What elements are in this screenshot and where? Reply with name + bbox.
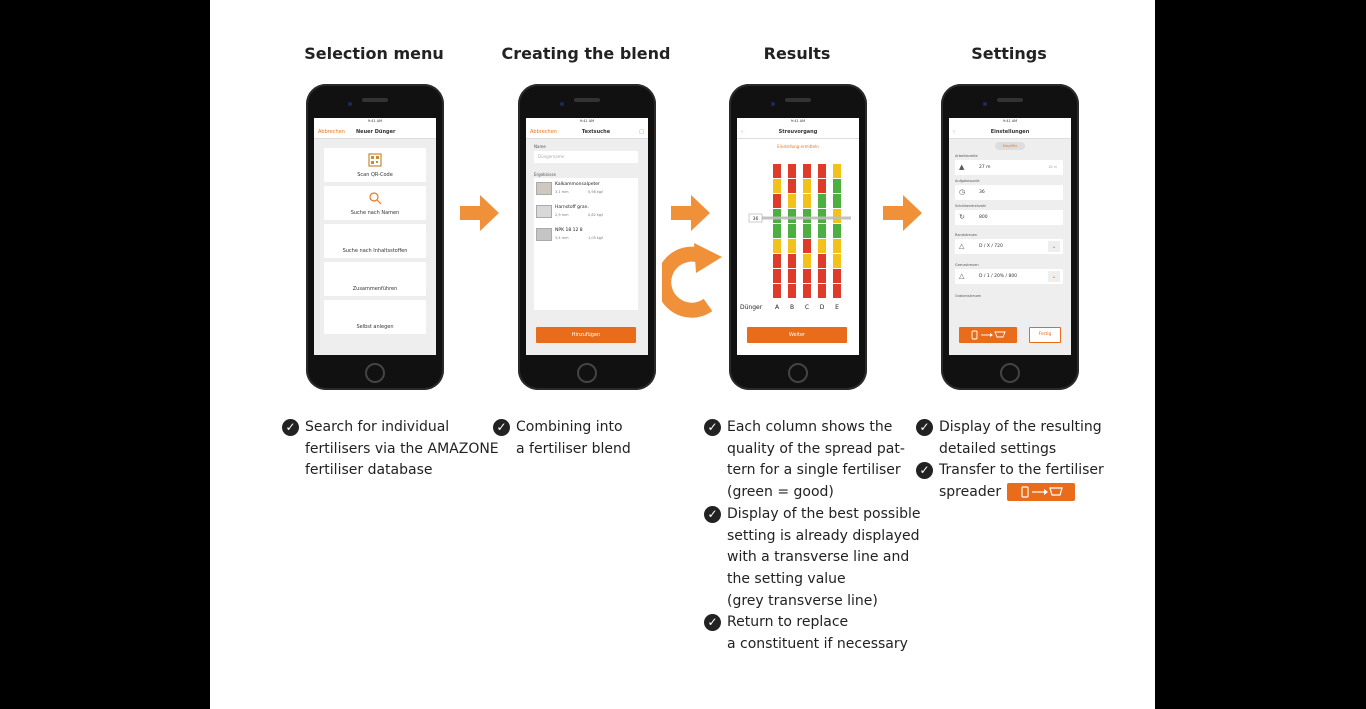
- quality-segment: [818, 209, 826, 223]
- qr-code-icon: [368, 153, 382, 167]
- quality-segment: [788, 209, 796, 223]
- fertiliser-thumbnail: [536, 228, 552, 241]
- bullets-settings: [916, 417, 1104, 504]
- bullet-text: Display of the best possible setting is already displayed with a transverse line and the setting value (grey transverse line): [727, 505, 921, 609]
- quality-segment: [833, 284, 841, 298]
- cancel-link[interactable]: Abbrechen: [318, 128, 345, 135]
- screen-title: Streuvorgang: [778, 128, 818, 135]
- create-own-button[interactable]: [324, 300, 426, 334]
- phone-speaker: [574, 98, 600, 102]
- return-arrow-icon: [662, 243, 728, 321]
- results-list: [534, 178, 638, 310]
- transverse-line[interactable]: [759, 217, 851, 220]
- list-item[interactable]: [536, 227, 636, 245]
- boundary-spreading-field[interactable]: [955, 269, 1063, 284]
- phone-settings: [941, 84, 1079, 390]
- column-title-blend: Creating the blend: [501, 44, 671, 63]
- phone-camera: [983, 102, 987, 106]
- right-arrow-icon: [671, 193, 711, 233]
- status-bar: 9:41 AM: [314, 118, 436, 125]
- home-button: [1000, 363, 1020, 383]
- quality-segment: [803, 239, 811, 253]
- quality-segment: [833, 164, 841, 178]
- name-input[interactable]: Düngername: [534, 151, 638, 163]
- bullet-item: [493, 417, 631, 460]
- spreader-icon: △: [959, 272, 965, 280]
- bullet-text: Search for individual fertilisers via the AMAZONE fertiliser database: [305, 419, 499, 479]
- quality-segment: [803, 284, 811, 298]
- screen-title: Einstellungen: [990, 128, 1030, 135]
- name-label: Name: [534, 144, 546, 149]
- column-label: C: [804, 304, 810, 311]
- quality-segment: [833, 224, 841, 238]
- easymix-tab[interactable]: EasyMix: [995, 142, 1025, 150]
- checkmark-icon: ✓: [916, 419, 933, 436]
- quality-segment: [818, 239, 826, 253]
- screen-spreading-results: [737, 118, 859, 355]
- quality-segment: [833, 179, 841, 193]
- column-label: E: [835, 304, 839, 311]
- phone-results: [729, 84, 867, 390]
- right-arrow-icon: [460, 193, 500, 233]
- bullet-item: [916, 417, 1104, 460]
- add-button[interactable]: Hinzufügen: [536, 327, 636, 343]
- quality-segment: [773, 269, 781, 283]
- scan-qr-button[interactable]: [324, 148, 426, 182]
- field-label: Randstreuen: [955, 233, 978, 237]
- timer-icon: ◷: [959, 188, 966, 196]
- merge-button[interactable]: [324, 262, 426, 296]
- phone-to-spreader-icon: [968, 329, 1008, 341]
- quality-segment: [818, 164, 826, 178]
- done-button[interactable]: Fertig: [1029, 327, 1061, 343]
- field-label: Grenzstreuen: [955, 263, 979, 267]
- fertiliser-name: NPK 18 12 8: [555, 228, 583, 233]
- bullet-item: [704, 612, 920, 655]
- quality-segment: [788, 254, 796, 268]
- tractor-icon: ▲: [959, 163, 965, 171]
- home-button: [788, 363, 808, 383]
- search-by-name-button[interactable]: [324, 186, 426, 220]
- field-value: 36: [979, 190, 985, 195]
- button-label: Zusammenführen: [352, 286, 398, 292]
- transfer-to-spreader-button[interactable]: [959, 327, 1017, 343]
- bullet-item: [282, 417, 499, 482]
- list-item[interactable]: [536, 181, 636, 199]
- quality-segment: [803, 254, 811, 268]
- quality-segment: [818, 284, 826, 298]
- checkmark-icon: ✓: [704, 614, 721, 631]
- quality-segment: [818, 224, 826, 238]
- bullet-item: [916, 460, 1104, 503]
- fertiliser-density: 1,05 kg/l: [588, 236, 604, 240]
- next-button[interactable]: Weiter: [747, 327, 847, 343]
- quality-segment: [833, 209, 841, 223]
- field-label: Grabenstreuen: [955, 294, 982, 298]
- axis-label: Dünger: [740, 304, 763, 311]
- cancel-link[interactable]: Abbrechen: [530, 128, 557, 135]
- phone-camera: [771, 102, 775, 106]
- quality-segment: [788, 179, 796, 193]
- rotation-icon: ↻: [959, 213, 965, 221]
- fertiliser-size: 2,9 mm: [555, 213, 569, 217]
- checkmark-icon: ✓: [704, 419, 721, 436]
- checkmark-icon: ✓: [704, 506, 721, 523]
- home-button: [365, 363, 385, 383]
- quality-segment: [818, 269, 826, 283]
- quality-segment: [803, 269, 811, 283]
- home-button: [577, 363, 597, 383]
- chevron-down-icon[interactable]: ⌄: [1048, 271, 1060, 282]
- quality-segment: [773, 284, 781, 298]
- quality-segment: [788, 194, 796, 208]
- bullets-selection: [282, 417, 499, 482]
- quality-segment: [833, 269, 841, 283]
- quality-segment: [773, 239, 781, 253]
- setting-subtitle: Einstellung ermitteln: [777, 144, 819, 149]
- phone-to-spreader-icon: [1016, 485, 1066, 499]
- bullets-results: [704, 417, 920, 656]
- figure-canvas: [210, 0, 1155, 709]
- quality-segment: [788, 269, 796, 283]
- bullet-item: [704, 417, 920, 504]
- info-icon[interactable]: □: [639, 128, 644, 135]
- quality-segment: [773, 254, 781, 268]
- phone-speaker: [997, 98, 1023, 102]
- chevron-down-icon[interactable]: ⌄: [1048, 241, 1060, 252]
- column-label: B: [789, 304, 795, 311]
- checkmark-icon: ✓: [493, 419, 510, 436]
- phone-camera: [560, 102, 564, 106]
- quality-segment: [818, 179, 826, 193]
- quality-segment: [803, 224, 811, 238]
- nav-bar: [949, 125, 1071, 139]
- checkmark-icon: ✓: [916, 462, 933, 479]
- quality-segment: [788, 224, 796, 238]
- fertiliser-thumbnail: [536, 182, 552, 195]
- bullet-text: Display of the resulting detailed settings: [939, 419, 1102, 457]
- phone-creating-blend: [518, 84, 656, 390]
- bullet-text: Combining into a fertiliser blend: [516, 419, 631, 457]
- column-label: A: [774, 304, 780, 311]
- screen-title: Textsuche: [581, 128, 611, 135]
- transfer-badge: [1007, 483, 1075, 501]
- back-chevron-icon[interactable]: ‹: [741, 128, 743, 135]
- fertiliser-name: Harnstoff gran.: [555, 205, 589, 210]
- quality-segment: [788, 164, 796, 178]
- screen-title: Neuer Dünger: [356, 128, 396, 135]
- setting-value: 36: [752, 217, 759, 222]
- button-label: Suche nach Namen: [350, 210, 400, 216]
- screen-settings: [949, 118, 1071, 355]
- button-label: Suche nach Inhaltsstoffen: [342, 248, 408, 254]
- quality-segment: [818, 194, 826, 208]
- field-label: Arbeitsbreite: [955, 154, 978, 158]
- nav-bar: [314, 125, 436, 139]
- disc-speed-field[interactable]: [955, 210, 1063, 225]
- phone-selection-menu: [306, 84, 444, 390]
- border-spreading-field[interactable]: [955, 239, 1063, 254]
- button-label: Scan QR-Code: [357, 172, 393, 178]
- search-icon: [368, 191, 382, 205]
- right-arrow-icon: [883, 193, 923, 233]
- field-label: Aufgabepunkt: [955, 179, 980, 183]
- spreader-icon: △: [959, 242, 965, 250]
- status-bar: 9:41 AM: [737, 118, 859, 125]
- quality-segment: [773, 224, 781, 238]
- list-item[interactable]: [536, 204, 636, 222]
- status-bar: 9:41 AM: [526, 118, 648, 125]
- working-width-field[interactable]: [955, 160, 1063, 175]
- search-by-ingredients-button[interactable]: [324, 224, 426, 258]
- quality-segment: [773, 164, 781, 178]
- column-title-settings: Settings: [971, 44, 1047, 63]
- checkmark-icon: ✓: [282, 419, 299, 436]
- column-title-results: Results: [763, 44, 831, 63]
- field-value: D / 1 / 20% / 800: [979, 274, 1018, 279]
- bullet-text: Transfer to the fertiliser spreader: [939, 462, 1104, 501]
- field-label: Scheibendrehzahl: [955, 204, 987, 208]
- quality-segment: [788, 239, 796, 253]
- phone-speaker: [362, 98, 388, 102]
- button-label: Selbst anlegen: [356, 324, 394, 330]
- fertiliser-size: 3,1 mm: [555, 190, 569, 194]
- column-label: D: [819, 304, 825, 311]
- quality-segment: [788, 284, 796, 298]
- back-chevron-icon[interactable]: ‹: [953, 128, 955, 135]
- results-label: Ergebnisse: [534, 172, 556, 177]
- spread-quality-chart: [737, 156, 859, 316]
- screen-text-search: [526, 118, 648, 355]
- nav-bar: [737, 125, 859, 139]
- quality-segment: [773, 179, 781, 193]
- status-bar: 9:41 AM: [949, 118, 1071, 125]
- screen-selection-menu: [314, 118, 436, 355]
- bullet-item: [704, 504, 920, 613]
- quality-segment: [833, 254, 841, 268]
- fertiliser-thumbnail: [536, 205, 552, 218]
- feed-point-field[interactable]: [955, 185, 1063, 200]
- quality-segment: [803, 179, 811, 193]
- quality-segment: [818, 254, 826, 268]
- quality-segment: [833, 194, 841, 208]
- fertiliser-density: 0,82 kg/l: [588, 213, 604, 217]
- quality-segment: [803, 164, 811, 178]
- bullets-blend: [493, 417, 631, 460]
- field-value: 800: [979, 215, 988, 220]
- nav-bar: [526, 125, 648, 139]
- quality-segment: [833, 239, 841, 253]
- fertiliser-size: 3,4 mm: [555, 236, 569, 240]
- quality-segment: [803, 194, 811, 208]
- quality-segment: [803, 209, 811, 223]
- fertiliser-name: Kalkammonsalpeter: [555, 182, 600, 187]
- quality-segment: [773, 194, 781, 208]
- field-value: 27 m: [979, 165, 991, 170]
- field-unit: 18 m: [1048, 165, 1057, 169]
- phone-speaker: [785, 98, 811, 102]
- fertiliser-density: 0,98 kg/l: [588, 190, 604, 194]
- column-title-selection: Selection menu: [304, 44, 444, 63]
- phone-camera: [348, 102, 352, 106]
- quality-segment: [773, 209, 781, 223]
- field-value: D / X / 720: [979, 244, 1003, 249]
- bullet-text: Each column shows the quality of the spread pat- tern for a single fertiliser (green = good): [727, 419, 905, 501]
- bullet-text: Return to replace a constituent if necessary: [727, 614, 908, 653]
